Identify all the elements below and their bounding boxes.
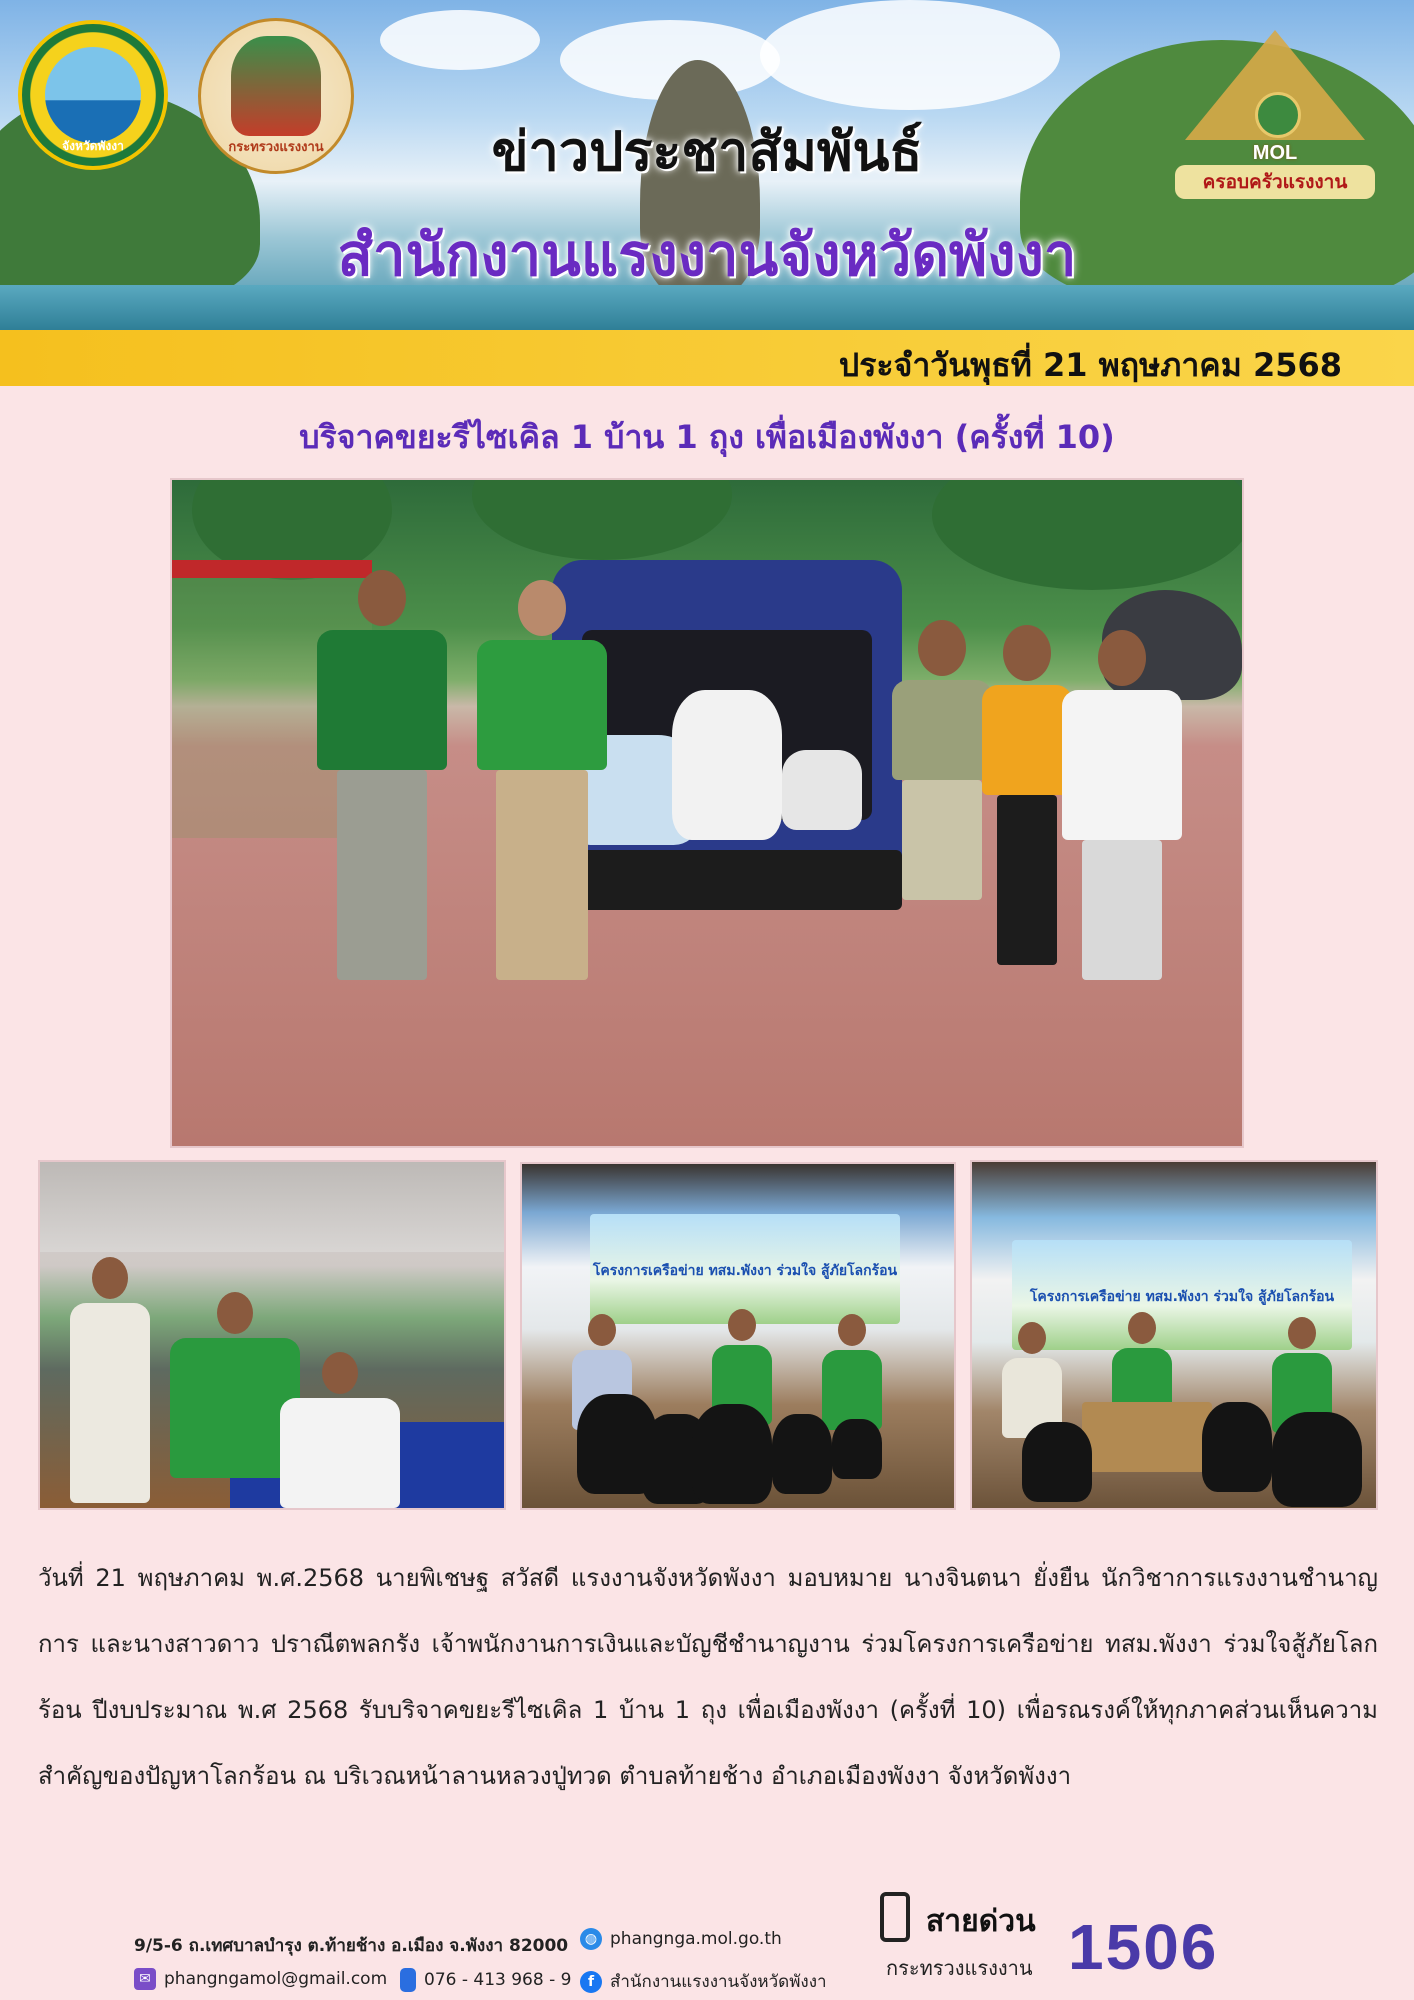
mol-badge-text: MOL — [1252, 142, 1298, 164]
person-shirt — [822, 1350, 882, 1430]
date-line: ประจำวันพุธที่ 21 พฤษภาคม 2568 — [838, 346, 1342, 384]
person-skirt — [902, 780, 982, 900]
person — [982, 625, 1072, 965]
trash-bag — [832, 1419, 882, 1479]
person — [70, 1257, 150, 1503]
page-title: ข่าวประชาสัมพันธ์ — [491, 120, 923, 183]
recycle-bag — [782, 750, 862, 830]
ministry-logo-label: กระทรวงแรงงาน — [228, 140, 324, 155]
person — [892, 620, 992, 900]
person-jacket — [1062, 690, 1182, 840]
project-banner — [590, 1214, 900, 1324]
person-head — [518, 580, 566, 636]
main-photo — [170, 478, 1244, 1148]
footer — [0, 1880, 1414, 2000]
hotline-ministry: กระทรวงแรงงาน — [886, 1956, 1033, 1980]
person-uniform — [70, 1303, 150, 1503]
footer-address: 9/5-6 ถ.เทศบาลบำรุง ต.ท้ายช้าง อ.เมือง จ.พังงา 82000 — [134, 1936, 569, 1956]
person-shirt — [982, 685, 1072, 795]
person-shirt — [280, 1398, 400, 1508]
footer-website-text: phangnga.mol.go.th — [610, 1929, 782, 1949]
news-headline: บริจาคขยะรีไซเคิล 1 บ้าน 1 ถุง เพื่อเมืองพังงา (ครั้งที่ 10) — [299, 418, 1115, 456]
photo-registration — [38, 1160, 506, 1510]
cloud-shape — [760, 0, 1060, 110]
person-head — [358, 570, 406, 626]
header-banner — [0, 0, 1414, 330]
footer-email-text: phangngamol@gmail.com — [164, 1969, 388, 1989]
globe-icon: ◍ — [580, 1928, 602, 1950]
person-head — [1003, 625, 1051, 681]
hotline-label: สายด่วน — [926, 1904, 1036, 1939]
person — [1062, 630, 1182, 980]
cloud-shape — [380, 10, 540, 70]
photo-cardboard — [970, 1160, 1378, 1510]
news-body: วันที่ 21 พฤษภาคม พ.ศ.2568 นายพิเชษฐ สวัสดี แรงงานจังหวัดพังงา มอบหมาย นางจินตนา ยั่งยืน นักวิชาการแรงงานชำนาญการ และนางสาวดาว ปราณีตพลกรัง เจ้าพนักงานการเงินและบัญชีชำนาญงาน ร่วมโครงการเครือข่าย ทสม.พังงา ร่วมใจสู้ภัยโลกร้อน ปีงบประมาณ พ.ศ 2568 รับบริจาคขยะรีไซเคิล 1 บ้าน 1 ถุง เพื่อเมืองพังงา (ครั้งที่ 10) เพื่อรณรงค์ให้ทุกภาคส่วนเห็นความสำคัญของปัญหาโลกร้อน ณ บริเวณหน้าลานหลวงปู่ทวด ตำบลท้ายช้าง อำเภอเมืองพังงา จังหวัดพังงา — [38, 1564, 1378, 1790]
mol-badge-subtext: ครอบครัวแรงงาน — [1175, 165, 1375, 199]
person-head — [92, 1257, 128, 1299]
project-banner-text: โครงการเครือข่าย ทสม.พังงา ร่วมใจ สู้ภัยโลกร้อน — [592, 1263, 898, 1279]
trash-bag — [1272, 1412, 1362, 1507]
person-pants — [496, 770, 588, 980]
tree-shape — [472, 478, 732, 560]
footer-facebook-text: สำนักงานแรงงานจังหวัดพังงา — [610, 1972, 827, 1992]
facebook-icon: f — [580, 1971, 602, 1993]
footer-facebook[interactable] — [580, 1968, 827, 1995]
trash-bag — [1202, 1402, 1272, 1492]
footer-website[interactable] — [580, 1928, 782, 1950]
hotline-number[interactable]: 1506 — [1068, 1911, 1219, 1983]
person-head — [728, 1309, 756, 1341]
person — [477, 580, 607, 980]
person-head — [918, 620, 966, 676]
tree-shape — [932, 478, 1244, 590]
person-head — [1128, 1312, 1156, 1344]
person-head — [322, 1352, 358, 1394]
phone-icon — [400, 1968, 416, 1992]
date-bar — [0, 330, 1414, 386]
person-shirt — [477, 640, 607, 770]
footer-phone[interactable] — [400, 1968, 571, 1992]
trash-bag — [772, 1414, 832, 1494]
person-skirt — [1082, 840, 1162, 980]
person-pants — [997, 795, 1057, 965]
office-name: สำนักงานแรงงานจังหวัดพังงา — [337, 221, 1077, 289]
person-shirt — [892, 680, 992, 780]
person — [1002, 1322, 1062, 1438]
mail-icon: ✉ — [134, 1968, 156, 1990]
person — [822, 1314, 882, 1430]
cardboard-stack — [1082, 1402, 1212, 1472]
person-shirt — [317, 630, 447, 770]
person — [280, 1352, 400, 1508]
person — [317, 570, 447, 980]
person-head — [217, 1292, 253, 1334]
person-pants — [337, 770, 427, 980]
footer-email[interactable] — [134, 1968, 387, 1990]
smartphone-icon — [880, 1892, 910, 1942]
project-banner-text: โครงการเครือข่าย ทสม.พังงา ร่วมใจ สู้ภัยโลกร้อน — [1029, 1289, 1335, 1305]
photo-group-bags — [520, 1162, 956, 1510]
person-head — [1018, 1322, 1046, 1354]
person-head — [1098, 630, 1146, 686]
recycle-bag — [672, 690, 782, 840]
tent-canopy — [40, 1162, 506, 1252]
footer-phone-text: 076 - 413 968 - 9 — [424, 1970, 572, 1990]
person-head — [1288, 1317, 1316, 1349]
province-logo-label: จังหวัดพังงา — [62, 139, 124, 153]
person-head — [838, 1314, 866, 1346]
trash-bag — [1022, 1422, 1092, 1502]
person-head — [588, 1314, 616, 1346]
trash-bag — [692, 1404, 772, 1504]
